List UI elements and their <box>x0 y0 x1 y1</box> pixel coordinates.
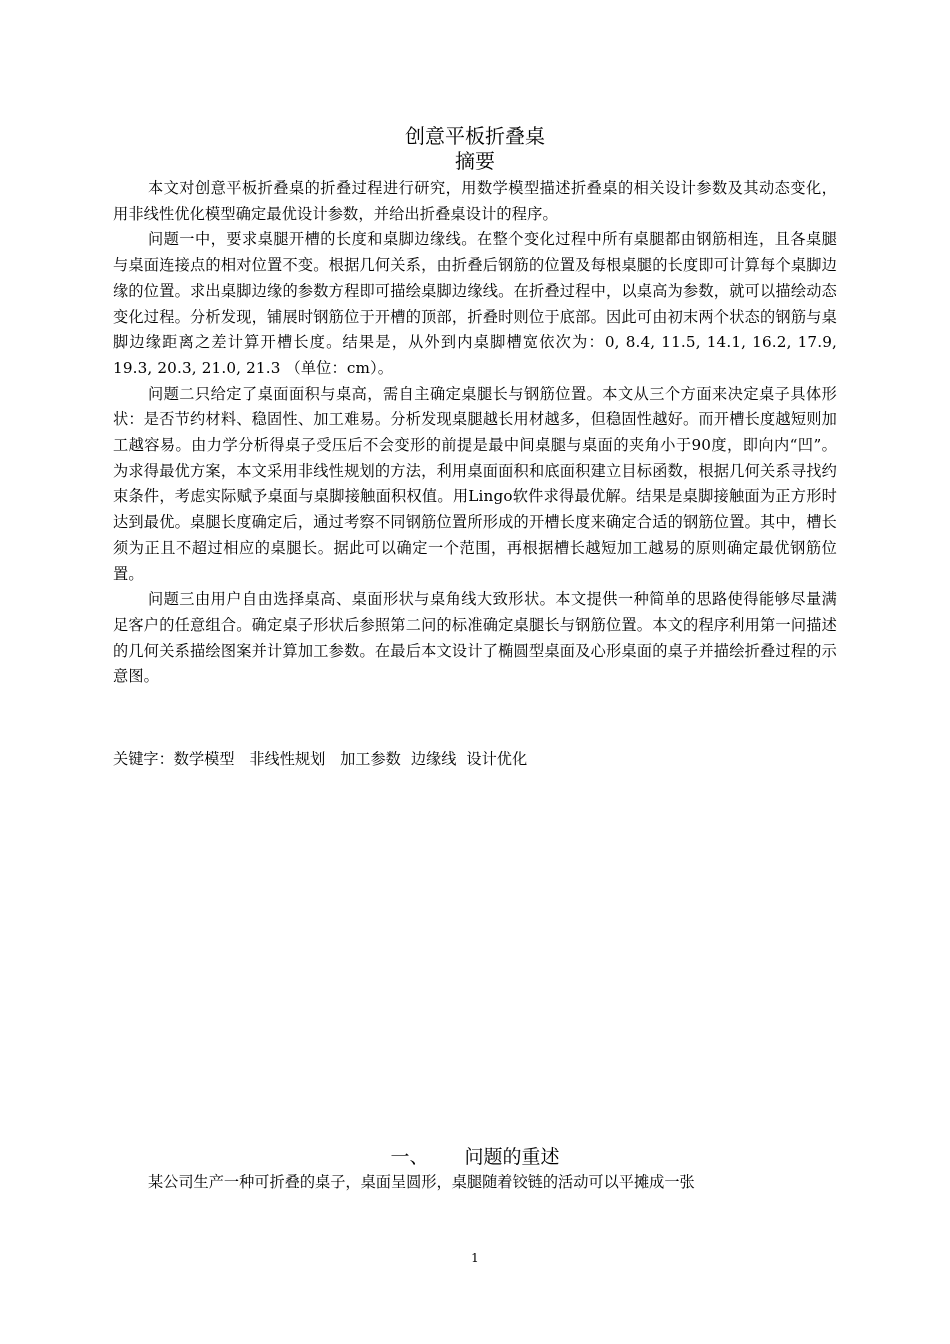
keyword-item: 非线性规划 <box>249 750 326 768</box>
keyword-item: 数学模型 <box>173 750 235 768</box>
abstract-paragraph-1: 本文对创意平板折叠桌的折叠过程进行研究，用数学模型描述折叠桌的相关设计参数及其动态变化，用非线性优化模型确定最优设计参数，并给出折叠桌设计的程序。 <box>113 179 837 223</box>
abstract-body <box>113 176 837 690</box>
abstract-paragraph-4: 问题三由用户自由选择桌高、桌面形状与桌角线大致形状。本文提供一种简单的思路使得能够尽量满足客户的任意组合。确定桌子形状后参照第二问的标准确定桌腿长与钢筋位置。本文的程序利用第一问描述的几何关系描绘图案并计算加工参数。在最后本文设计了椭圆型桌面及心形桌面的桌子并描绘折叠过程的示意图。 <box>113 590 837 686</box>
keyword-item: 边缘线 <box>410 750 457 768</box>
abstract-paragraph-3: 问题二只给定了桌面面积与桌高，需自主确定桌腿长与钢筋位置。本文从三个方面来决定桌子具体形状：是否节约材料、稳固性、加工难易。分析发现桌腿越长用材越多，但稳固性越好。而开槽长度越短则加工越容易。由力学分析得桌子受压后不会变形的前提是最中间桌腿与桌面的夹角小于90度，即向内“凹”。为求得最优方案，本文采用非线性规划的方法，利用桌面面积和底面积建立目标函数，根据几何关系寻找约束条件，考虑实际赋予桌面与桌脚接触面积权值。用Lingo软件求得最优解。结果是桌脚接触面为正方形时达到最优。桌腿长度确定后，通过考察不同钢筋位置所形成的开槽长度来确定合适的钢筋位置。其中，槽长须为正且不超过相应的桌腿长。据此可以确定一个范围，再根据槽长越短加工越易的原则确定最优钢筋位置。 <box>113 384 837 583</box>
keyword-item: 加工参数 <box>340 750 401 768</box>
keywords-line <box>113 746 537 772</box>
paper-title: 创意平板折叠桌 <box>405 124 545 148</box>
page-number: 1 <box>471 1251 479 1265</box>
keywords-label: 关键字： <box>113 750 174 768</box>
section-number: 一、 <box>390 1146 429 1168</box>
abstract-heading: 摘要 <box>455 149 495 173</box>
section-first-line: 某公司生产一种可折叠的桌子，桌面呈圆形，桌腿随着铰链的活动可以平摊成一张 <box>147 1173 695 1191</box>
section-title: 问题的重述 <box>464 1146 560 1168</box>
abstract-paragraph-2: 问题一中，要求桌腿开槽的长度和桌脚边缘线。在整个变化过程中所有桌腿都由钢筋相连，且各桌腿与桌面连接点的相对位置不变。根据几何关系，由折叠后钢筋的位置及每根桌腿的长度即可计算每个桌脚边缘的位置。求出桌脚边缘的参数方程即可描绘桌脚边缘线。在折叠过程中，以桌高为参数，就可以描绘动态变化过程。分析发现，铺展时钢筋位于开槽的顶部，折叠时则位于底部。因此可由初末两个状态的钢筋与桌脚边缘距离之差计算开槽长度。结果是，从外到内桌脚槽宽依次为：0, 8.4, 11.5, 14.1, 16.2, 17.9, 19.3, 20.3, 21.0, 21.3 （单位：cm）。 <box>113 230 837 377</box>
keyword-item: 设计优化 <box>466 750 528 768</box>
section-heading <box>0 1143 950 1171</box>
